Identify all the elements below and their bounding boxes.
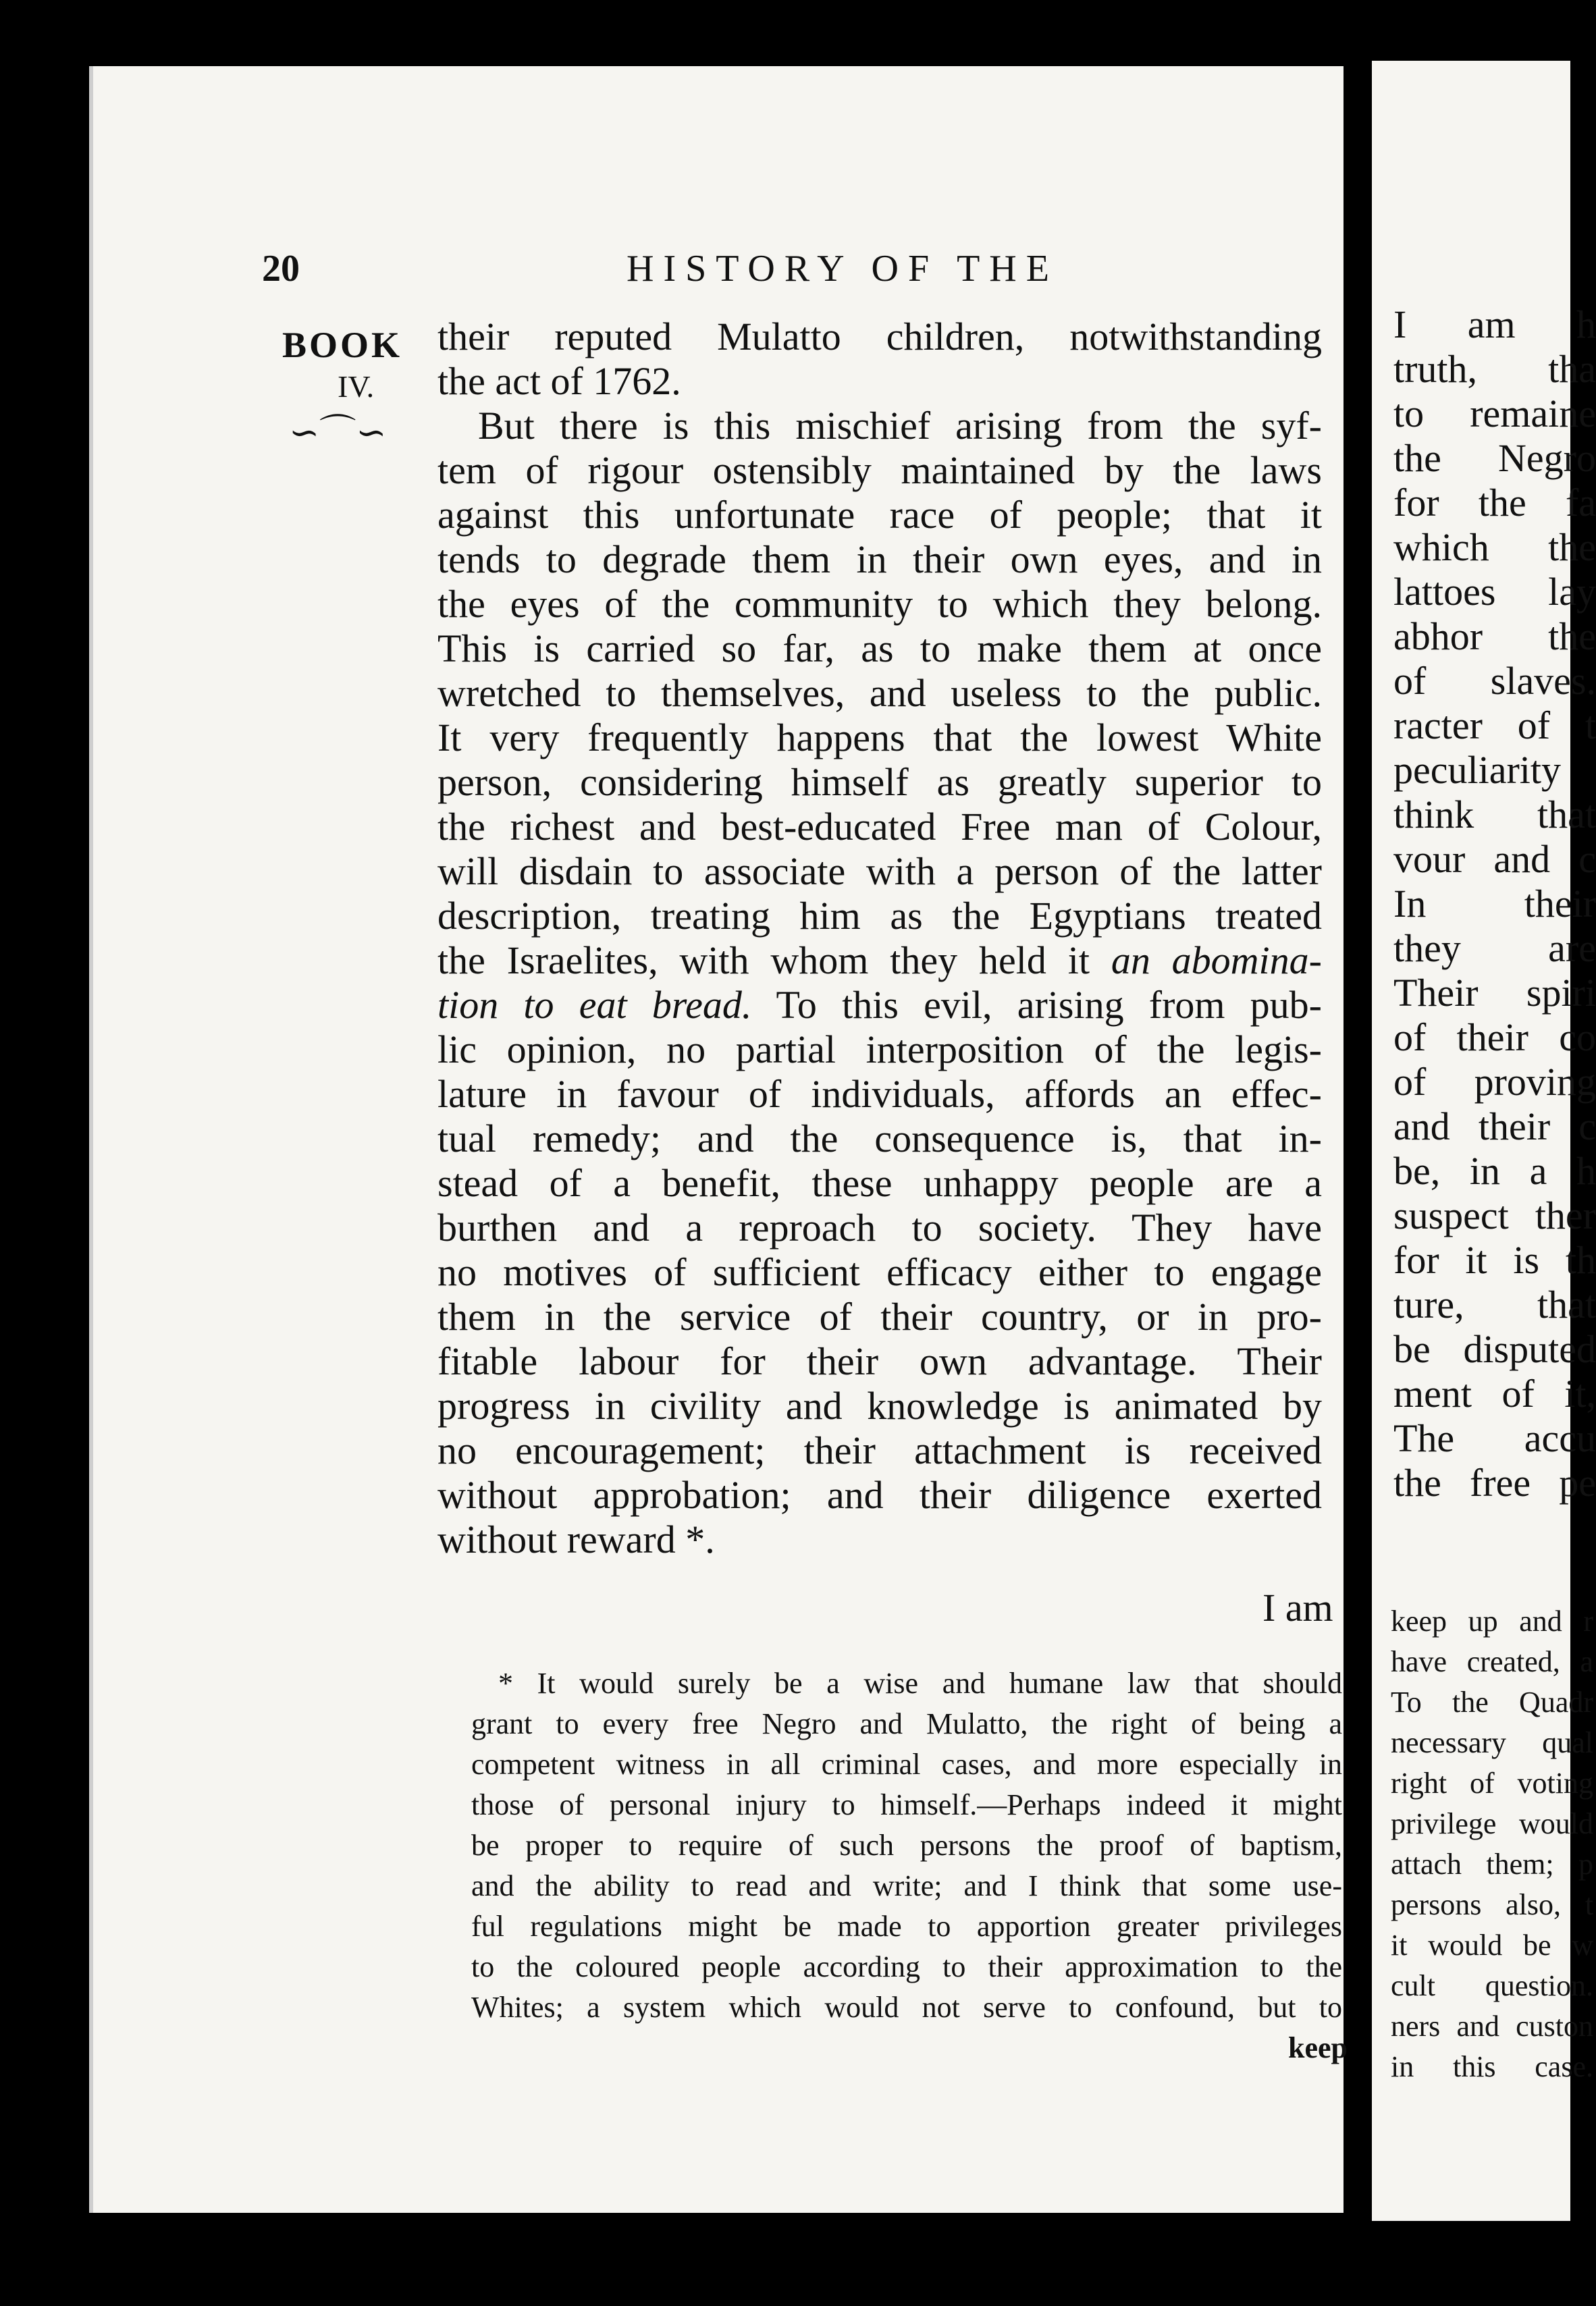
text-line: Their spiri <box>1393 971 1596 1015</box>
margin-book-label: BOOK <box>282 325 403 365</box>
text-line: stead of a benefit, these unhappy people are a <box>437 1161 1322 1205</box>
text-line: abhor the <box>1393 614 1596 658</box>
text-line: for it is th <box>1393 1238 1596 1282</box>
text-line: description, treating him as the Egyptians treated <box>437 894 1322 938</box>
text-line: no encouragement; their attachment is received <box>437 1428 1322 1472</box>
footnote-line: be proper to require of such persons the proof of baptism, <box>471 1829 1342 1862</box>
text-line: person, considering himself as greatly superior to <box>437 760 1322 804</box>
footnote-line: it would be w <box>1391 1929 1593 1962</box>
footnote-line: cult question. <box>1391 1969 1593 2002</box>
text-line: lic opinion, no partial interposition of the legis- <box>437 1027 1322 1071</box>
left-page <box>89 66 1348 2213</box>
text-line: to remaine <box>1393 392 1596 435</box>
footnote-catchword: keep <box>1288 2031 1348 2064</box>
margin-ornament-icon: ∽⌒∽ <box>289 412 387 453</box>
text-line: be, in a h <box>1393 1149 1596 1193</box>
footnote-line: and the ability to read and write; and I think that some use- <box>471 1869 1342 1902</box>
footnote-line: To the Quadr <box>1391 1686 1593 1719</box>
text-line: no motives of sufficient efficacy either to engage <box>437 1250 1322 1294</box>
text-line: burthen and a reproach to society. They have <box>437 1206 1322 1250</box>
text-line: their reputed Mulatto children, notwithstanding <box>437 315 1322 358</box>
text-line: racter of t <box>1393 703 1596 747</box>
footnote-line: persons also, t <box>1391 1888 1593 1921</box>
footnote <box>471 1663 1342 2028</box>
text-line: I am h <box>1393 302 1596 346</box>
text-line: vour and c <box>1393 837 1596 881</box>
text-line: But there is this mischief arising from the syf- <box>478 404 1322 448</box>
text-line: the free pe <box>1393 1461 1596 1505</box>
text-line: It very frequently happens that the lowest White <box>437 716 1322 759</box>
text-line: without reward *. <box>437 1518 715 1561</box>
text-line: of proving <box>1393 1060 1596 1104</box>
right-footnote <box>1391 1601 1593 2087</box>
footnote-line: grant to every free Negro and Mulatto, the right of being a <box>471 1707 1342 1740</box>
footnote-line: Whites; a system which would not serve to confound, but to <box>471 1991 1342 2024</box>
text-line: which the <box>1393 525 1596 569</box>
text-line: they are <box>1393 926 1596 970</box>
folio: 20 <box>262 248 300 290</box>
text-line: without approbation; and their diligence exerted <box>437 1473 1322 1517</box>
text-line: wretched to themselves, and useless to the public. <box>437 671 1322 715</box>
text-line: fitable labour for their own advantage. Their <box>437 1339 1322 1383</box>
text-line: think that <box>1393 793 1596 836</box>
text-line: the Israelites, with whom they held it an abomina- <box>437 938 1322 982</box>
text-line: ture, that <box>1393 1283 1596 1326</box>
footnote-line: those of personal injury to himself.—Perhaps indeed it might <box>471 1788 1342 1821</box>
text-line: tends to degrade them in their own eyes, and in <box>437 537 1322 581</box>
running-head: HISTORY OF THE <box>627 248 1059 290</box>
footnote-line: to the coloured people according to their approximation to the <box>471 1950 1342 1983</box>
footnote-line: competent witness in all criminal cases, and more especially in <box>471 1748 1342 1781</box>
text-line: the richest and best-educated Free man of Colour, <box>437 805 1322 849</box>
footnote-line: keep up and r <box>1391 1605 1593 1638</box>
text-line: will disdain to associate with a person of the latter <box>437 849 1322 893</box>
footnote-line: privilege would <box>1391 1807 1593 1840</box>
main-text <box>437 315 1322 1562</box>
text-line: ment of it, <box>1393 1372 1596 1416</box>
footnote-line: necessary qual <box>1391 1726 1593 1759</box>
margin-book-number: IV. <box>338 369 375 404</box>
text-line: This is carried so far, as to make them at once <box>437 626 1322 670</box>
text-line: against this unfortunate race of people; that it <box>437 493 1322 537</box>
text-line: them in the service of their country, or in pro- <box>437 1295 1322 1339</box>
right-page <box>1372 61 1596 2221</box>
footnote-line: have created, a <box>1391 1645 1593 1678</box>
text-line: the eyes of the community to which they belong. <box>437 582 1322 626</box>
footnote-line: * It would surely be a wise and humane law that should <box>498 1667 1342 1700</box>
footnote-line: attach them; p <box>1391 1848 1593 1881</box>
text-line: lattoes lay <box>1393 570 1596 614</box>
text-line: the act of 1762. <box>437 359 681 403</box>
text-line: tion to eat bread. To this evil, arising from pub- <box>437 983 1322 1027</box>
footnote-line: in this case. <box>1391 2050 1593 2083</box>
text-line: the Negro <box>1393 436 1596 480</box>
footnote-line: ful regulations might be made to apportion greater privileges <box>471 1910 1342 1943</box>
text-line: suspect ther <box>1393 1194 1596 1237</box>
text-line: for the fa <box>1393 481 1596 525</box>
text-line: progress in civility and knowledge is animated by <box>437 1384 1322 1428</box>
text-line: The accu <box>1393 1416 1596 1460</box>
text-line: and their c <box>1393 1104 1596 1148</box>
text-line: be disputed <box>1393 1327 1596 1371</box>
text-line: In their <box>1393 882 1596 926</box>
text-line: peculiarity <box>1393 748 1562 792</box>
text-line: tem of rigour ostensibly maintained by the laws <box>437 448 1322 492</box>
catchword: I am <box>1262 1586 1333 1630</box>
text-line: lature in favour of individuals, affords an effec- <box>437 1072 1322 1116</box>
text-line: of their co <box>1393 1015 1596 1059</box>
text-line: truth, tha <box>1393 347 1596 391</box>
text-line: tual remedy; and the consequence is, that in- <box>437 1117 1322 1160</box>
footnote-line: right of voting <box>1391 1767 1593 1800</box>
right-main-text <box>1393 302 1596 1505</box>
footnote-line: ners and custon <box>1391 2010 1593 2043</box>
text-line: of slaves. <box>1393 659 1596 703</box>
